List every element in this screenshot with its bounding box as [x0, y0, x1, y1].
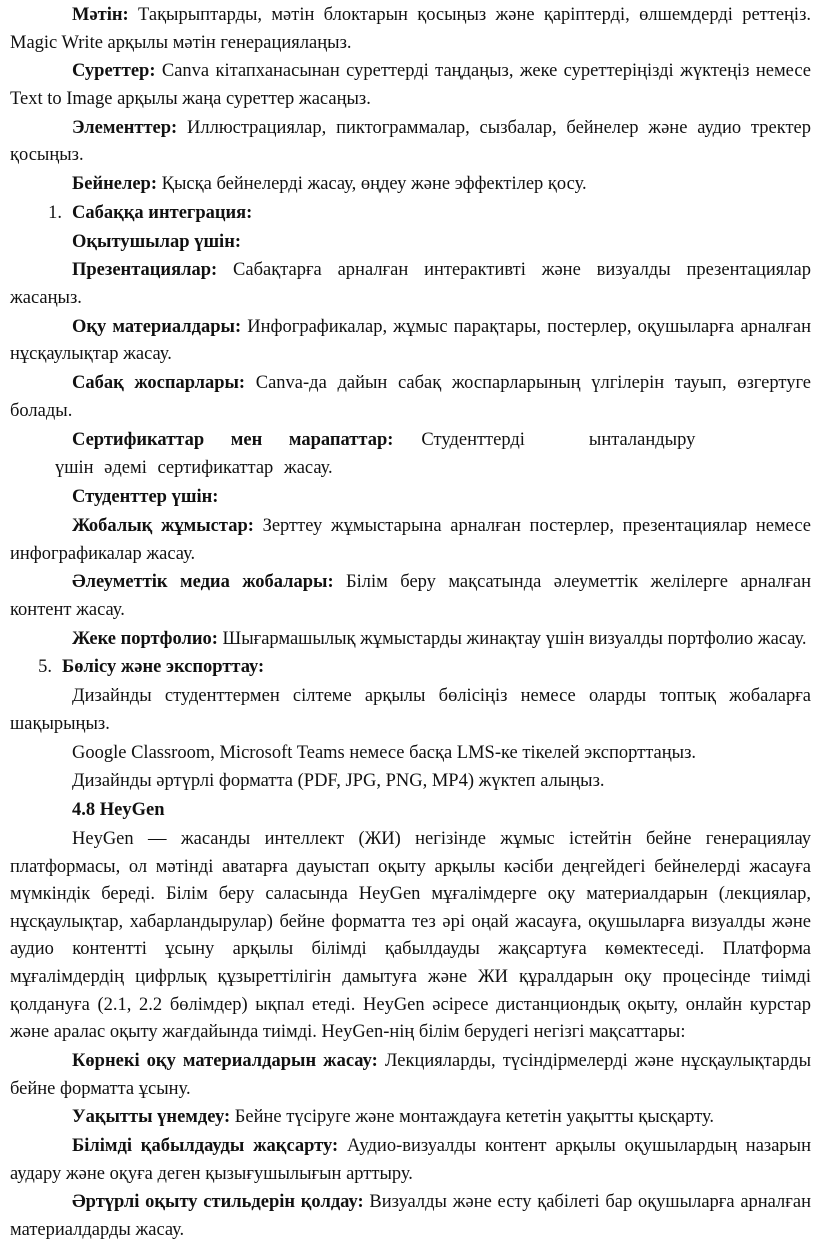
- section-number: 5.: [38, 657, 52, 678]
- term-label: Әртүрлі оқыту стильдерін қолдау:: [72, 1192, 364, 1213]
- paragraph-videos: [10, 171, 811, 199]
- subheading-text: Оқытушылар үшін:: [72, 231, 242, 252]
- share-text: Дизайнды әртүрлі форматта (PDF, JPG, PNG, MP4) жүктеп алыңыз.: [72, 771, 605, 792]
- paragraph-heygen-intro: [10, 826, 811, 1047]
- subheading-text: Студенттер үшін:: [72, 487, 219, 508]
- paragraph-images: [10, 58, 811, 113]
- share-text: Дизайнды студенттермен сілтеме арқылы бөлісіңіз немесе оларды топтық жобаларға шақырыңыз.: [10, 686, 811, 734]
- paragraph-social-media: [10, 569, 811, 624]
- term-description: Сабақтарға арналған интерактивті және визуалды презентациялар жасаңыз.: [10, 260, 812, 309]
- section-number: 1.: [48, 202, 62, 223]
- term-label: Сертификаттар мен марапаттар:: [72, 429, 394, 450]
- term-label: Суреттер:: [72, 61, 156, 82]
- term-description: Қысқа бейнелерді жасау, өңдеу және эффектілер қосу.: [161, 174, 587, 195]
- term-label: Презентациялар:: [72, 260, 218, 281]
- paragraph-certificates-continued: [10, 455, 811, 483]
- term-description: Canva-да дайын сабақ жоспарларының үлгілерін тауып, өзгертуге болады.: [10, 373, 811, 421]
- term-word: Студенттерді: [421, 429, 525, 450]
- section-heading-share: [10, 654, 811, 682]
- paragraph-portfolio: [10, 626, 811, 654]
- paragraph-goal-time: [10, 1104, 811, 1132]
- subheading-students: [10, 484, 811, 512]
- term-label: Әлеуметтік медиа жобалары:: [72, 572, 334, 593]
- paragraph-share-lms: [10, 740, 811, 768]
- body-text: HeyGen — жасанды интеллект (ЖИ) негізінде жұмыс істейтін бейне генерациялау платформасы, ол мәтінді аватарға дауыстап оқыту арқылы кәсіби деңгейдегі бейнелерді жасауға мүмкіндік береді. Білім беру саласында HeyGen мұғалімдерге оқу материалдарын (лекциялар, нұсқаулықтар, хабарландырулар) бейне форматта тез әрі оңай жасауға, оқушыларға визуалды және аудио контентті ұсыну арқылы білімді қабылдауды жақсартуға көмектеседі. Платформа мұғалімдердің цифрлық құзыреттілігін дамытуға және ЖИ құралдарын оқу процесінде тиімді қолдануға (2.1, 2.2 бөлімдер) ықпал етеді. HeyGen әсіресе дистанциондық оқыту, онлайн курстар және аралас оқыту жағдайында тиімді. HeyGen-нің білім берудегі негізгі мақсаттары:: [10, 828, 811, 1043]
- term-label: Мәтін:: [72, 5, 129, 25]
- term-label: Бейнелер:: [72, 174, 158, 195]
- term-label: Оқу материалдары:: [72, 316, 242, 337]
- term-label: Уақытты үнемдеу:: [72, 1107, 231, 1128]
- term-word: ынталандыру: [588, 429, 696, 450]
- term-description: Canva кітапханасынан суреттерді таңдаңыз, жеке суреттеріңізді жүктеңіз немесе Text to Image арқылы жаңа суреттер жасаңыз.: [10, 61, 811, 109]
- section-title: Бөлісу және экспорттау:: [62, 657, 265, 678]
- paragraph-presentations: [10, 257, 811, 312]
- paragraph-materials: [10, 314, 811, 369]
- term-description: Тақырыптарды, мәтін блоктарын қосыңыз және қаріптерді, өлшемдерді реттеңіз. Magic Write арқылы мәтін генерациялаңыз.: [10, 5, 812, 53]
- section-title: Сабаққа интеграция:: [72, 202, 253, 223]
- paragraph-elements: [10, 115, 811, 170]
- heading-text: 4.8 HeyGen: [72, 800, 165, 821]
- paragraph-projects: [10, 513, 811, 568]
- paragraph-certificates: [10, 427, 811, 455]
- term-description: Білім беру мақсатында әлеуметтік желілерге арналған контент жасау.: [10, 572, 811, 620]
- term-description: Бейне түсіруге және монтаждауға кететін уақытты қысқарту.: [234, 1107, 714, 1128]
- term-label: Білімді қабылдауды жақсарту:: [72, 1136, 339, 1157]
- term-description: үшін әдемі сертификаттар жасау.: [55, 458, 333, 479]
- share-text: Google Classroom, Microsoft Teams немесе басқа LMS-ке тікелей экспорттаңыз.: [72, 742, 696, 763]
- paragraph-goal-styles: [10, 1189, 811, 1244]
- term-label: Элементтер:: [72, 117, 178, 138]
- subheading-teachers: [10, 229, 811, 257]
- paragraph-text: [10, 2, 811, 57]
- term-label: Сабақ жоспарлары:: [72, 373, 246, 394]
- paragraph-share-link: [10, 683, 811, 738]
- term-label: Жобалық жұмыстар:: [72, 515, 254, 536]
- heading-heygen: [10, 797, 811, 825]
- section-heading-integration: [10, 200, 811, 228]
- term-description: Визуалды және есту қабілеті бар оқушыларға арналған материалдарды жасау.: [10, 1192, 811, 1241]
- paragraph-lesson-plans: [10, 370, 811, 425]
- term-description: Шығармашылық жұмыстарды жинақтау үшін визуалды портфолио жасау.: [222, 628, 807, 649]
- paragraph-goal-visual: [10, 1048, 811, 1103]
- term-label: Жеке портфолио:: [72, 628, 218, 649]
- term-description: Иллюстрациялар, пиктограммалар, сызбалар, бейнелер және аудио тректер қосыңыз.: [10, 117, 811, 166]
- term-description: Зерттеу жұмыстарына арналған постерлер, презентациялар немесе инфографикалар жасау.: [10, 515, 811, 564]
- term-description: Лекцияларды, түсіндірмелерді және нұсқаулықтарды бейне форматта ұсыну.: [10, 1050, 812, 1099]
- paragraph-share-download: [10, 768, 811, 796]
- paragraph-goal-perception: [10, 1133, 811, 1188]
- term-label: Көрнекі оқу материалдарын жасау:: [72, 1050, 378, 1071]
- term-description: Инфографикалар, жұмыс парақтары, постерлер, оқушыларға арналған нұсқаулықтар жасау.: [10, 316, 811, 365]
- term-description: Аудио-визуалды контент арқылы оқушылардың назарын аудару және оқуға деген қызығушылығын арттыру.: [10, 1136, 812, 1184]
